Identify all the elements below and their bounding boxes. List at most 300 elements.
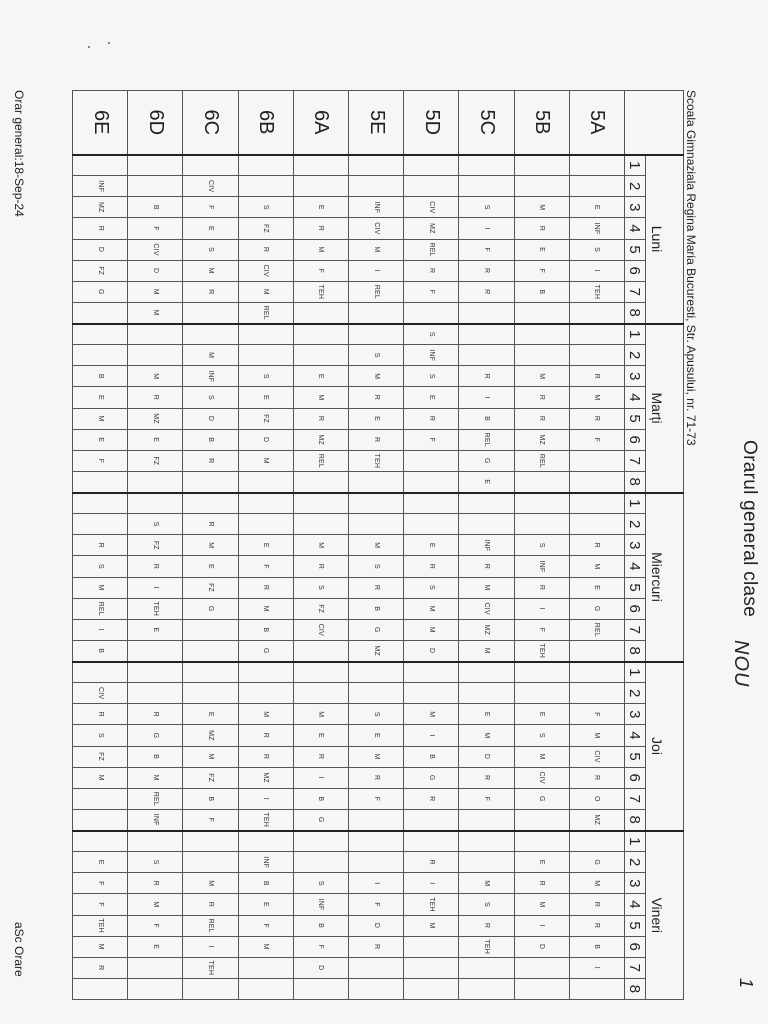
schedule-cell: INF xyxy=(349,197,404,218)
schedule-cell: M xyxy=(349,366,404,387)
class-row xyxy=(569,91,624,1000)
schedule-cell: G xyxy=(183,598,238,619)
schedule-cell xyxy=(569,831,624,852)
schedule-cell xyxy=(459,155,514,176)
schedule-cell xyxy=(73,345,128,366)
class-name: 6E xyxy=(73,91,128,155)
schedule-cell: REL xyxy=(183,915,238,936)
schedule-cell: M xyxy=(128,894,183,915)
schedule-cell xyxy=(128,493,183,514)
schedule-cell: E xyxy=(404,387,459,408)
schedule-cell xyxy=(293,514,348,535)
schedule-cell: S xyxy=(238,197,293,218)
schedule-cell: F xyxy=(183,197,238,218)
schedule-cell: F xyxy=(514,260,569,281)
schedule-cell xyxy=(459,809,514,830)
schedule-cell: M xyxy=(73,577,128,598)
schedule-cell xyxy=(349,957,404,978)
schedule-cell: TEH xyxy=(349,450,404,471)
schedule-cell xyxy=(349,514,404,535)
period-number: 6 xyxy=(625,936,646,957)
schedule-cell: I xyxy=(459,387,514,408)
schedule-cell: D xyxy=(349,915,404,936)
period-number: 6 xyxy=(625,767,646,788)
schedule-cell: M xyxy=(404,619,459,640)
schedule-cell: REL xyxy=(404,239,459,260)
schedule-cell: M xyxy=(183,260,238,281)
period-number: 7 xyxy=(625,619,646,640)
schedule-cell: M xyxy=(569,725,624,746)
schedule-cell: TEH xyxy=(293,281,348,302)
schedule-cell: E xyxy=(183,556,238,577)
schedule-cell: D xyxy=(238,429,293,450)
schedule-cell xyxy=(349,176,404,197)
schedule-cell xyxy=(73,302,128,323)
schedule-cell xyxy=(73,514,128,535)
timetable-grid xyxy=(72,90,684,1000)
schedule-cell: FZ xyxy=(183,577,238,598)
schedule-cell: M xyxy=(514,366,569,387)
schedule-cell: CIV xyxy=(459,598,514,619)
schedule-cell: REL xyxy=(569,619,624,640)
schedule-cell: M xyxy=(238,281,293,302)
period-number: 2 xyxy=(625,514,646,535)
schedule-cell xyxy=(128,683,183,704)
period-number: 3 xyxy=(625,535,646,556)
schedule-cell: F xyxy=(238,556,293,577)
schedule-cell: MZ xyxy=(514,429,569,450)
schedule-cell: R xyxy=(404,260,459,281)
schedule-cell xyxy=(514,514,569,535)
schedule-cell: R xyxy=(293,746,348,767)
schedule-cell: MZ xyxy=(293,429,348,450)
schedule-cell: M xyxy=(514,746,569,767)
schedule-cell: I xyxy=(459,218,514,239)
schedule-cell: R xyxy=(183,450,238,471)
schedule-cell: M xyxy=(569,556,624,577)
schedule-cell: D xyxy=(514,936,569,957)
scan-speck xyxy=(88,46,90,48)
footer-software: aSc Orare xyxy=(12,922,26,977)
corner-cell xyxy=(625,91,684,155)
schedule-cell: G xyxy=(293,809,348,830)
schedule-cell: F xyxy=(569,429,624,450)
schedule-cell xyxy=(238,662,293,683)
class-name: 6D xyxy=(128,91,183,155)
schedule-cell: MZ xyxy=(569,809,624,830)
schedule-cell xyxy=(349,831,404,852)
schedule-cell: S xyxy=(293,873,348,894)
schedule-cell xyxy=(349,852,404,873)
schedule-cell: G xyxy=(459,450,514,471)
schedule-cell: E xyxy=(293,725,348,746)
schedule-cell: E xyxy=(459,704,514,725)
schedule-cell: R xyxy=(349,936,404,957)
schedule-cell: CIV xyxy=(293,619,348,640)
period-number: 4 xyxy=(625,387,646,408)
schedule-cell: INF xyxy=(514,556,569,577)
schedule-cell: REL xyxy=(459,429,514,450)
schedule-cell: M xyxy=(349,239,404,260)
schedule-cell: D xyxy=(73,239,128,260)
schedule-cell: M xyxy=(459,577,514,598)
schedule-cell: M xyxy=(459,873,514,894)
class-row xyxy=(293,91,348,1000)
schedule-cell: M xyxy=(128,302,183,323)
schedule-cell: R xyxy=(293,556,348,577)
period-number: 6 xyxy=(625,429,646,450)
schedule-cell xyxy=(183,640,238,661)
period-number: 4 xyxy=(625,556,646,577)
period-number: 6 xyxy=(625,260,646,281)
schedule-cell: R xyxy=(569,535,624,556)
schedule-cell: D xyxy=(183,408,238,429)
schedule-cell xyxy=(349,471,404,492)
schedule-cell: S xyxy=(404,366,459,387)
period-number: 5 xyxy=(625,408,646,429)
schedule-cell: F xyxy=(404,429,459,450)
schedule-cell: R xyxy=(459,556,514,577)
schedule-cell: FZ xyxy=(128,535,183,556)
schedule-cell xyxy=(459,683,514,704)
schedule-cell: M xyxy=(183,345,238,366)
period-number: 4 xyxy=(625,894,646,915)
schedule-cell: E xyxy=(128,936,183,957)
schedule-cell xyxy=(404,155,459,176)
schedule-cell xyxy=(183,302,238,323)
schedule-cell: F xyxy=(73,873,128,894)
schedule-cell xyxy=(73,809,128,830)
schedule-cell: FZ xyxy=(128,450,183,471)
schedule-cell: INF xyxy=(293,894,348,915)
class-row xyxy=(349,91,404,1000)
schedule-cell xyxy=(349,662,404,683)
schedule-cell: B xyxy=(514,281,569,302)
schedule-cell: MZ xyxy=(238,767,293,788)
schedule-cell xyxy=(459,831,514,852)
schedule-cell xyxy=(349,809,404,830)
period-number: 3 xyxy=(625,366,646,387)
schedule-cell: E xyxy=(349,725,404,746)
schedule-cell xyxy=(73,788,128,809)
schedule-cell: TEH xyxy=(183,957,238,978)
day-header-row xyxy=(646,91,684,1000)
schedule-cell: F xyxy=(183,809,238,830)
schedule-cell: D xyxy=(404,640,459,661)
schedule-cell: M xyxy=(404,704,459,725)
schedule-cell xyxy=(569,345,624,366)
footer-generated-date: Orar general:18-Sep-24 xyxy=(12,90,26,217)
schedule-cell: S xyxy=(183,387,238,408)
schedule-cell: R xyxy=(404,788,459,809)
period-number: 2 xyxy=(625,345,646,366)
schedule-cell xyxy=(459,957,514,978)
schedule-cell: S xyxy=(238,366,293,387)
schedule-cell: B xyxy=(128,746,183,767)
schedule-cell xyxy=(238,831,293,852)
schedule-cell: D xyxy=(293,957,348,978)
schedule-cell: R xyxy=(459,281,514,302)
schedule-cell xyxy=(459,176,514,197)
schedule-cell: F xyxy=(514,619,569,640)
schedule-cell: CIV xyxy=(128,239,183,260)
schedule-cell xyxy=(238,345,293,366)
schedule-cell: M xyxy=(128,281,183,302)
schedule-cell xyxy=(183,619,238,640)
schedule-cell xyxy=(238,155,293,176)
day-header: Miercuri xyxy=(646,493,684,662)
schedule-cell xyxy=(73,662,128,683)
day-header: Joi xyxy=(646,662,684,831)
schedule-cell: S xyxy=(183,239,238,260)
class-name: 6A xyxy=(293,91,348,155)
schedule-cell xyxy=(293,683,348,704)
scan-speck xyxy=(108,42,110,44)
schedule-cell: E xyxy=(73,387,128,408)
schedule-cell xyxy=(569,324,624,345)
schedule-cell: F xyxy=(128,218,183,239)
schedule-cell xyxy=(404,831,459,852)
schedule-cell xyxy=(293,176,348,197)
schedule-cell: INF xyxy=(183,366,238,387)
schedule-cell: B xyxy=(73,640,128,661)
schedule-cell: F xyxy=(349,788,404,809)
schedule-cell: G xyxy=(404,767,459,788)
schedule-cell: E xyxy=(569,577,624,598)
schedule-cell: S xyxy=(459,894,514,915)
schedule-cell xyxy=(293,155,348,176)
schedule-cell xyxy=(514,493,569,514)
schedule-cell xyxy=(404,936,459,957)
schedule-cell: F xyxy=(73,450,128,471)
schedule-cell xyxy=(293,471,348,492)
schedule-cell: S xyxy=(404,577,459,598)
schedule-cell: TEH xyxy=(238,809,293,830)
schedule-cell: G xyxy=(514,788,569,809)
schedule-cell xyxy=(238,683,293,704)
schedule-cell xyxy=(128,324,183,345)
schedule-cell: I xyxy=(73,619,128,640)
schedule-cell: E xyxy=(128,619,183,640)
schedule-cell xyxy=(569,176,624,197)
period-number: 3 xyxy=(625,873,646,894)
schedule-cell xyxy=(73,471,128,492)
schedule-cell: M xyxy=(349,746,404,767)
schedule-cell xyxy=(404,683,459,704)
schedule-cell: REL xyxy=(73,598,128,619)
schedule-cell: O xyxy=(569,788,624,809)
schedule-cell: TEH xyxy=(404,894,459,915)
schedule-cell: F xyxy=(569,704,624,725)
schedule-cell: E xyxy=(128,429,183,450)
schedule-cell: INF xyxy=(569,218,624,239)
schedule-cell: INF xyxy=(128,809,183,830)
schedule-cell: E xyxy=(238,535,293,556)
schedule-cell xyxy=(238,957,293,978)
schedule-cell xyxy=(293,345,348,366)
schedule-cell: S xyxy=(514,725,569,746)
schedule-cell xyxy=(238,176,293,197)
schedule-cell: E xyxy=(183,218,238,239)
schedule-cell: I xyxy=(238,788,293,809)
schedule-cell: M xyxy=(73,936,128,957)
schedule-cell: REL xyxy=(128,788,183,809)
schedule-cell xyxy=(569,302,624,323)
schedule-cell: CIV xyxy=(404,197,459,218)
period-number: 2 xyxy=(625,852,646,873)
class-name: 5E xyxy=(349,91,404,155)
schedule-cell xyxy=(128,662,183,683)
schedule-cell xyxy=(293,640,348,661)
page-title: Orarul general clase xyxy=(739,440,760,618)
schedule-cell: G xyxy=(238,640,293,661)
schedule-cell: R xyxy=(238,239,293,260)
class-row xyxy=(73,91,128,1000)
schedule-cell xyxy=(293,978,348,999)
schedule-cell: M xyxy=(128,767,183,788)
schedule-cell: M xyxy=(404,598,459,619)
schedule-cell: REL xyxy=(349,281,404,302)
schedule-cell: R xyxy=(514,218,569,239)
class-name: 5B xyxy=(514,91,569,155)
schedule-cell: R xyxy=(238,577,293,598)
schedule-cell: B xyxy=(128,197,183,218)
schedule-cell: S xyxy=(404,324,459,345)
schedule-cell xyxy=(514,662,569,683)
schedule-cell: R xyxy=(514,873,569,894)
schedule-cell xyxy=(404,514,459,535)
schedule-cell: R xyxy=(128,704,183,725)
schedule-cell: FZ xyxy=(73,260,128,281)
schedule-cell xyxy=(404,978,459,999)
schedule-cell xyxy=(514,471,569,492)
schedule-cell xyxy=(128,978,183,999)
schedule-cell: F xyxy=(404,281,459,302)
schedule-cell: R xyxy=(73,957,128,978)
schedule-cell: F xyxy=(128,915,183,936)
schedule-cell: F xyxy=(459,239,514,260)
schedule-cell: E xyxy=(73,852,128,873)
schedule-cell xyxy=(569,450,624,471)
schedule-cell: S xyxy=(569,239,624,260)
class-row xyxy=(404,91,459,1000)
schedule-cell: R xyxy=(183,514,238,535)
schedule-cell: D xyxy=(459,746,514,767)
period-number: 3 xyxy=(625,197,646,218)
schedule-cell: TEH xyxy=(514,640,569,661)
schedule-cell: M xyxy=(238,936,293,957)
schedule-cell: E xyxy=(459,471,514,492)
schedule-cell: I xyxy=(183,936,238,957)
schedule-cell xyxy=(128,471,183,492)
period-header-row xyxy=(625,91,646,1000)
class-name: 6C xyxy=(183,91,238,155)
schedule-cell: F xyxy=(293,260,348,281)
schedule-cell: M xyxy=(183,746,238,767)
schedule-cell: R xyxy=(128,556,183,577)
schedule-cell xyxy=(514,978,569,999)
schedule-cell xyxy=(73,978,128,999)
schedule-cell: E xyxy=(293,366,348,387)
schedule-cell xyxy=(128,345,183,366)
schedule-cell xyxy=(293,662,348,683)
schedule-cell: R xyxy=(514,408,569,429)
period-number: 7 xyxy=(625,788,646,809)
schedule-cell: INF xyxy=(459,535,514,556)
schedule-cell xyxy=(514,831,569,852)
schedule-cell: M xyxy=(238,598,293,619)
schedule-cell: R xyxy=(459,915,514,936)
schedule-cell xyxy=(183,831,238,852)
schedule-cell: R xyxy=(349,429,404,450)
schedule-cell xyxy=(569,683,624,704)
period-number: 8 xyxy=(625,471,646,492)
schedule-cell: I xyxy=(404,725,459,746)
period-number: 1 xyxy=(625,155,646,176)
schedule-cell xyxy=(404,176,459,197)
schedule-cell: S xyxy=(349,556,404,577)
schedule-cell: M xyxy=(293,239,348,260)
schedule-cell xyxy=(183,324,238,345)
schedule-cell: M xyxy=(293,535,348,556)
schedule-cell xyxy=(569,978,624,999)
schedule-cell: CIV xyxy=(349,218,404,239)
schedule-cell xyxy=(514,176,569,197)
schedule-cell xyxy=(514,324,569,345)
schedule-cell xyxy=(73,324,128,345)
schedule-cell: R xyxy=(569,767,624,788)
period-number: 7 xyxy=(625,957,646,978)
schedule-cell: M xyxy=(73,767,128,788)
schedule-cell: F xyxy=(293,936,348,957)
schedule-cell: B xyxy=(293,915,348,936)
schedule-cell xyxy=(183,493,238,514)
schedule-cell: B xyxy=(569,936,624,957)
schedule-cell: R xyxy=(293,408,348,429)
schedule-cell: MZ xyxy=(349,640,404,661)
schedule-cell: M xyxy=(293,704,348,725)
schedule-cell: F xyxy=(459,788,514,809)
schedule-cell xyxy=(349,683,404,704)
period-number: 1 xyxy=(625,831,646,852)
schedule-cell: F xyxy=(349,894,404,915)
schedule-cell: I xyxy=(514,915,569,936)
schedule-cell: M xyxy=(238,704,293,725)
schedule-cell: R xyxy=(128,387,183,408)
schedule-cell: S xyxy=(128,852,183,873)
schedule-cell xyxy=(459,345,514,366)
schedule-cell: MZ xyxy=(404,218,459,239)
schedule-cell xyxy=(404,471,459,492)
schedule-cell xyxy=(569,514,624,535)
schedule-cell: REL xyxy=(293,450,348,471)
class-name: 5A xyxy=(569,91,624,155)
schedule-cell: R xyxy=(459,366,514,387)
schedule-cell: M xyxy=(183,535,238,556)
schedule-cell: B xyxy=(183,429,238,450)
schedule-cell xyxy=(514,683,569,704)
period-number: 5 xyxy=(625,915,646,936)
schedule-cell xyxy=(349,493,404,514)
schedule-cell: FZ xyxy=(73,746,128,767)
schedule-cell xyxy=(128,831,183,852)
schedule-cell: CIV xyxy=(238,260,293,281)
schedule-cell: R xyxy=(459,767,514,788)
schedule-cell: TEH xyxy=(569,281,624,302)
schedule-cell: I xyxy=(514,598,569,619)
schedule-cell: R xyxy=(183,281,238,302)
schedule-cell: I xyxy=(349,873,404,894)
